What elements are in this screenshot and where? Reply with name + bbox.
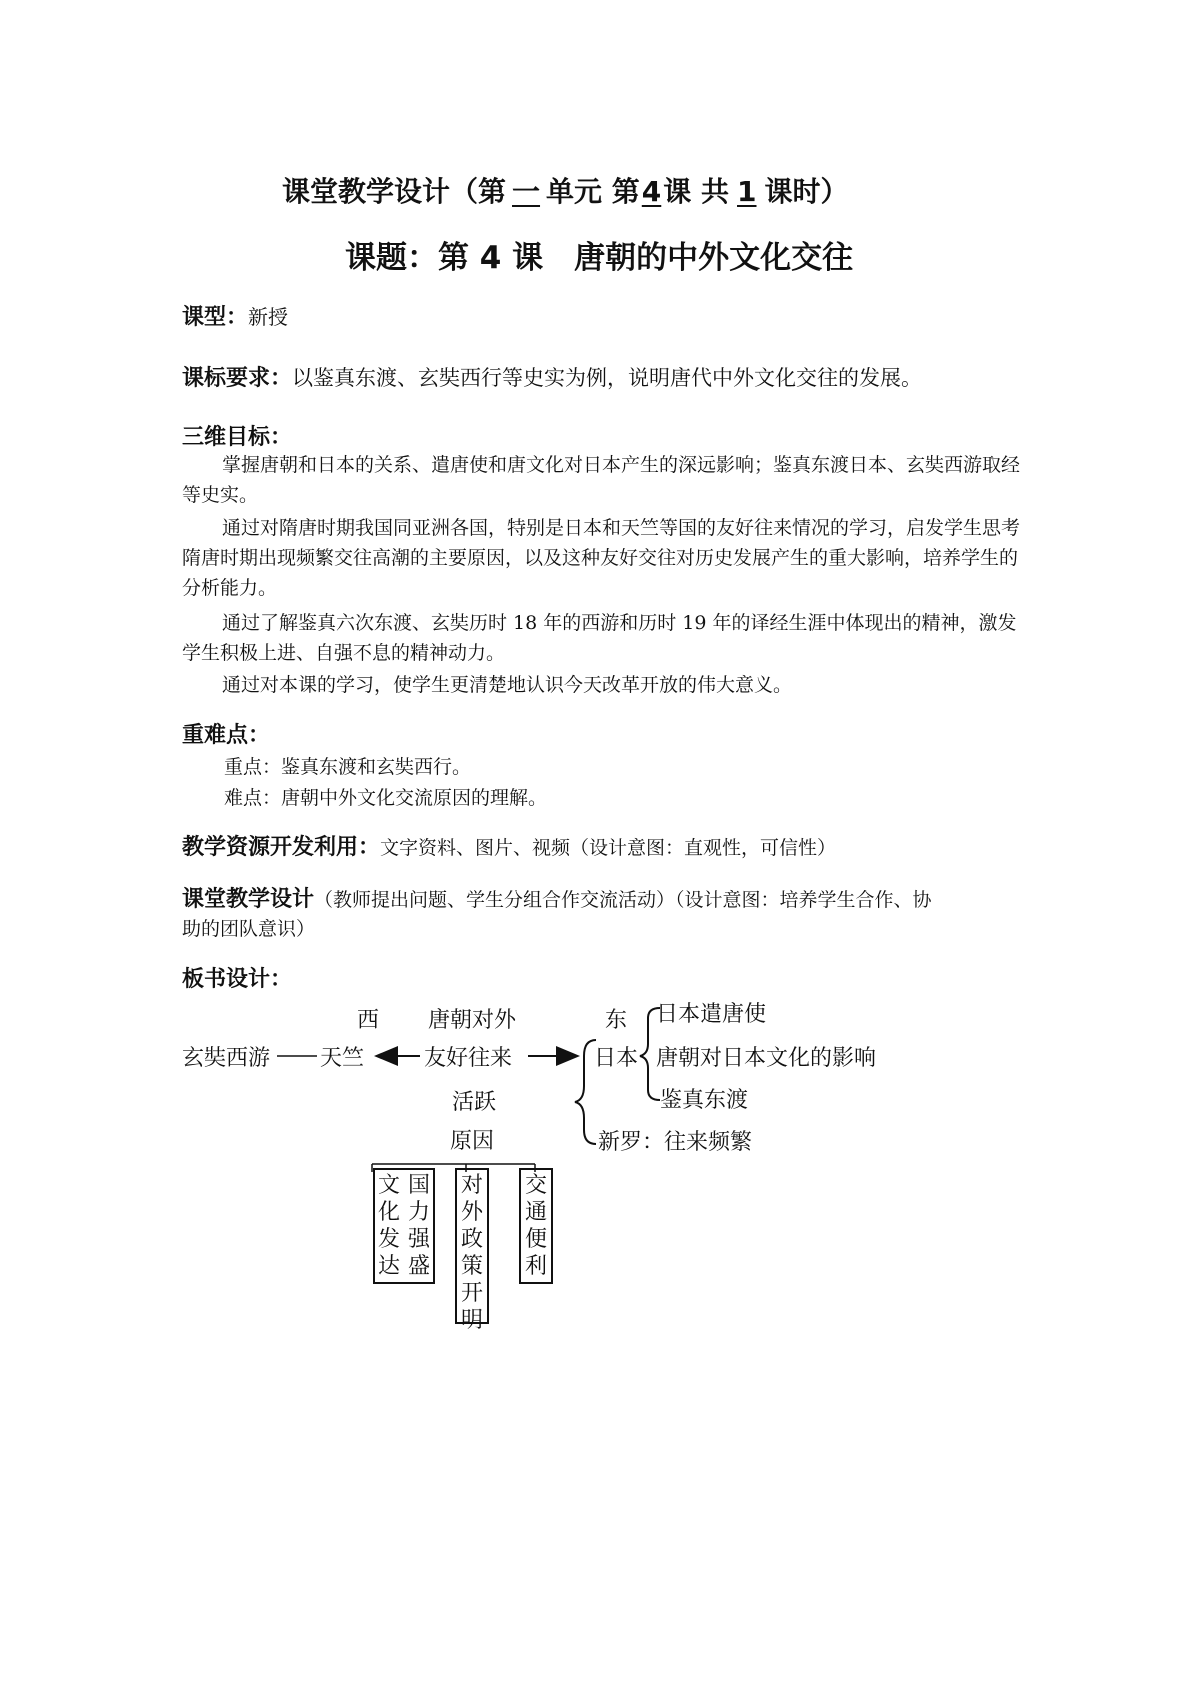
objective-paragraph-1: 掌握唐朝和日本的关系、遣唐使和唐文化对日本产生的深远影响；鉴真东渡日本、玄奘西游取经等史实。 [182,454,1021,506]
header-hours: 1 [737,175,757,208]
key-points-label: 重难点： [182,723,271,748]
board-japan-item-1: 日本遣唐使 [656,1002,767,1027]
key-point-difficulty: 难点：唐朝中外文化交流原因的理解。 [224,787,548,809]
objective-paragraph-2: 通过对隋唐时期我国同亚洲各国，特别是日本和天竺等国的友好往来情况的学习，启发学生思考隋唐时期出现频繁交往高潮的主要原因，以及这种友好交往对历史发展产生的重大影响，培养学生的分析能力。 [182,517,1021,599]
classroom-design-value-cont: 助的团队意识） [182,918,316,940]
board-label: 板书设计： [182,967,293,992]
board-japan-item-3: 鉴真东渡 [660,1088,749,1113]
objective-paragraph-3: 通过了解鉴真六次东渡、玄奘历时 18 年的西游和历时 19 年的译经生涯中体现出的精神，激发学生积极上进、自强不息的精神动力。 [182,612,1017,664]
board-japan-item-2: 唐朝对日本文化的影响 [656,1046,877,1071]
reason-box-1 [373,1168,435,1284]
board-center-top: 唐朝对外 [428,1008,517,1033]
reason-box-1-col1: 文化发达 [377,1173,400,1279]
reason-box-2 [455,1168,489,1333]
brace-large [575,1040,596,1144]
reason-box-2-col1: 对外政策开明 [460,1173,483,1333]
classroom-design-value: （教师提出问题、学生分组合作交流活动）（设计意图：培养学生合作、协 [314,889,932,911]
header-part3: 课 共 [663,175,730,208]
resources-label: 教学资源开发利用： [182,835,381,860]
header-part2: 单元 第 [546,175,640,208]
reason-box-3 [519,1168,553,1284]
objectives-label: 三维目标： [182,425,293,450]
board-xuanzang: 玄奘西游 [182,1046,271,1071]
reason-box-3-col1: 交通便利 [524,1173,547,1279]
standard-label: 课标要求： [182,366,293,391]
key-point-focus: 重点：鉴真东渡和玄奘西行。 [224,756,472,778]
header-unit: 一 [512,175,541,208]
board-center-mid: 友好往来 [424,1046,513,1071]
board-silla: 新罗：往来频繁 [598,1130,753,1155]
reason-box-1-col2: 国力强盛 [407,1173,430,1279]
lesson-type-label: 课型： [182,305,249,330]
board-west: 西 [357,1008,380,1033]
header-lesson: 4 [641,175,662,208]
board-tianzhu: 天竺 [320,1046,365,1071]
page-title: 课题：第 4 课 唐朝的中外文化交往 [345,240,854,276]
resources-value: 文字资料、图片、视频（设计意图：直观性，可信性） [380,837,837,859]
board-reason: 原因 [450,1129,495,1154]
board-east: 东 [605,1008,628,1033]
standard-value: 以鉴真东渡、玄奘西行等史实为例，说明唐代中外文化交往的发展。 [292,366,923,390]
board-active: 活跃 [452,1090,497,1115]
classroom-design-label: 课堂教学设计 [182,887,315,912]
lesson-type-value: 新授 [248,305,289,329]
header-part1: 课堂教学设计（第 [282,175,507,208]
header-part4: 课时） [764,175,849,208]
board-japan: 日本 [594,1046,639,1071]
objective-paragraph-4: 通过对本课的学习，使学生更清楚地认识今天改革开放的伟大意义。 [222,674,793,696]
